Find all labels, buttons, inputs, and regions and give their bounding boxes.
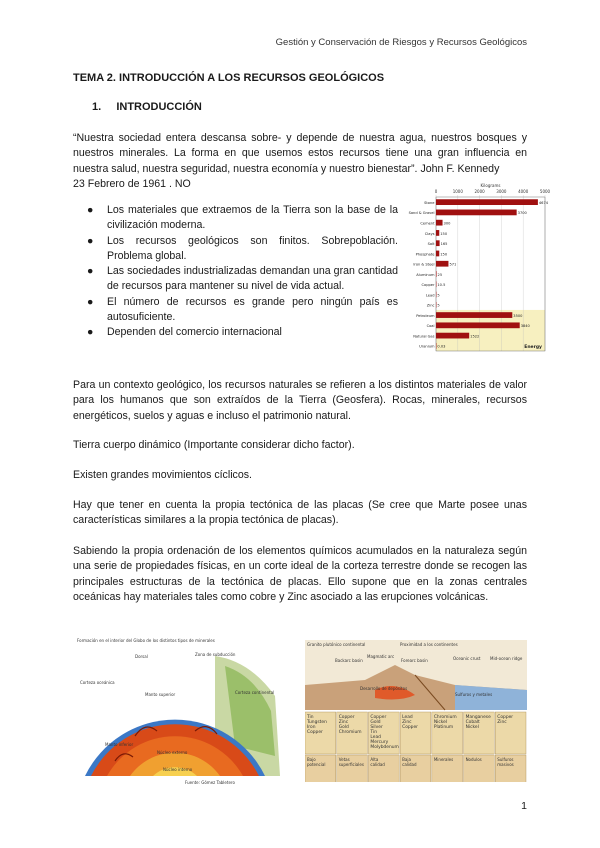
bar <box>436 199 538 205</box>
svg-text:Núcleo externo: Núcleo externo <box>157 750 188 755</box>
value-label: 150 <box>440 231 448 236</box>
svg-text:Mid-ocean ridge: Mid-ocean ridge <box>490 656 523 661</box>
svg-text:Magmatic arc: Magmatic arc <box>367 654 395 659</box>
paragraph-geologic-context: Para un contexto geológico, los recursos naturales se refieren a los distintos materiales de valor para los humanos que son extraídos de la Tierra (Geosfera). Rocas, minerales, recursos energéticos, suelos y aguas e incluso el patrimonio natural. <box>73 379 527 422</box>
bullet-icon: ● <box>87 265 94 278</box>
bar <box>436 220 443 226</box>
table-cell-text: Vetas <box>338 757 350 762</box>
bullet-icon: ● <box>87 204 94 216</box>
table-cell-text: Iron <box>307 725 316 730</box>
value-label: 300 <box>443 221 451 226</box>
category-label: Salt <box>427 242 435 247</box>
value-label: 3840 <box>520 324 530 329</box>
svg-text:Corteza continental: Corteza continental <box>235 690 275 695</box>
table-cell-text: Zinc <box>338 720 349 725</box>
table-cell-text: Bajo <box>307 757 316 762</box>
x-tick-label: 1000 <box>452 189 463 194</box>
figure1-caption: Fuente: Gómez Tabletero <box>185 780 235 785</box>
table-cell-text: Baja <box>402 757 411 762</box>
paragraph-chemical-elements: Sabiendo la propia ordenación de los elementos químicos acumulados en la naturaleza según una serie de propiedades físicas, en un corte ideal de la corteza terrestre donde se recogen las principales estructuras de la tectónica de placas. Ello supone que en la zonas centrales oceánicas hay materiales tales como cobre y Zinc asociado a las erupciones volcánicas. <box>73 545 527 603</box>
category-label: Copper <box>421 283 435 288</box>
quote-paragraph: “Nuestra sociedad entera descansa sobre- y depende de nuestra agua, nuestros bosques y nuestros minerales. La forma en que usemos estos recursos tiene una gran influencia en nuestra salud, nuestra seguridad, nuestra economía y nuestro bienestar”. John F. Kennedy <box>73 132 527 175</box>
category-label: Iron & Steel <box>413 262 435 267</box>
category-label: Sand & Gravel <box>408 211 435 216</box>
x-tick-label: 5000 <box>539 189 550 194</box>
category-label: Zinc <box>426 303 435 308</box>
table-cell-text: Minerales <box>433 757 454 762</box>
value-label: 3500 <box>513 313 523 318</box>
list-item: ● Las sociedades industrializadas demandan una gran cantidad de recursos para mantener su nivel de vida actual. <box>87 265 398 293</box>
value-label: 0.03 <box>437 344 446 349</box>
x-tick-label: 0 <box>434 189 438 194</box>
table-cell-text: Nodulos <box>465 757 482 762</box>
x-tick-label: 4000 <box>518 189 529 194</box>
bullet-list <box>73 203 398 341</box>
svg-text:Núcleo interno: Núcleo interno <box>163 767 193 772</box>
table-cell-text: Gold <box>370 720 381 725</box>
bar <box>436 271 437 277</box>
table-cell-text: Alta <box>370 757 379 762</box>
category-label: Natural Gas <box>413 334 435 339</box>
table-cell-text: Gold <box>338 725 349 730</box>
paragraph-plate-tectonics: Hay que tener en cuenta la propia tectónica de las placas (Se cree que Marte posee unas características similares a la propia tectónica de placas). <box>73 499 527 527</box>
bullet-icon: ● <box>87 295 94 308</box>
table-cell-text: masivos <box>497 762 514 767</box>
category-label: Clays <box>424 231 435 236</box>
energy-label: Energy <box>524 345 542 350</box>
category-label: Stone <box>424 200 435 205</box>
table-cell-text: Copper <box>370 715 387 720</box>
table-cell-text: Nickel <box>433 720 448 725</box>
section-heading <box>92 101 202 113</box>
value-label: 3700 <box>517 211 527 216</box>
table-cell-text: Lead <box>402 715 413 720</box>
bullet-icon: ● <box>87 326 94 339</box>
running-header: Gestión y Conservación de Riesgos y Recursos Geológicos <box>275 37 527 48</box>
tectonic-deposits-figure <box>305 640 527 782</box>
category-label: Coal <box>426 324 435 329</box>
table-cell-text: Zinc <box>497 720 507 725</box>
table-cell-text: Molybdenum <box>370 745 399 750</box>
bar <box>436 230 439 236</box>
table-cell-text: Zinc <box>402 720 412 725</box>
svg-text:Manto superior: Manto superior <box>145 692 176 697</box>
table-cell-text: Copper <box>402 725 418 730</box>
bullet-icon: ● <box>87 234 94 247</box>
table-cell-text: Manganese <box>465 715 491 720</box>
bar <box>436 240 440 246</box>
value-label: 1522 <box>470 334 480 339</box>
table-cell-text: Sulfuros <box>497 757 514 762</box>
svg-text:Zona de subducción: Zona de subducción <box>195 652 236 657</box>
earth-interior-figure <box>75 636 295 786</box>
table-cell-text: Tungsten <box>307 720 327 725</box>
svg-text:Oceanic crust: Oceanic crust <box>453 656 481 661</box>
category-label: Aluminum <box>416 272 435 277</box>
quote-date: 23 Febrero de 1961 . NO <box>73 178 191 190</box>
table-cell-text: Chromium <box>433 715 457 720</box>
category-label: Lead <box>425 293 435 298</box>
table-cell-text: calidad <box>370 762 385 767</box>
table-cell-text: Cobalt <box>465 720 480 725</box>
list-item: ● El número de recursos es grande pero ningún país es autosuficiente. <box>87 295 398 324</box>
table-cell-text: Lead <box>370 735 381 740</box>
value-label: 165 <box>440 242 448 247</box>
section-number: 1. <box>92 101 102 113</box>
x-tick-label: 2000 <box>474 189 485 194</box>
chart-title: Kilograms <box>480 183 501 188</box>
deposits-table <box>305 712 526 782</box>
figure1-title: Formación en el interior del Globo de los distintos tipos de minerales <box>77 638 215 643</box>
table-cell-text: Mercury <box>370 740 389 745</box>
paragraph-dynamic-earth: Tierra cuerpo dinámico (Importante considerar dicho factor). <box>73 439 355 451</box>
svg-text:Desarrollo de depósitos: Desarrollo de depósitos <box>360 686 408 691</box>
bar <box>436 312 512 318</box>
svg-text:Dorsal: Dorsal <box>135 654 148 659</box>
table-cell-text: Copper <box>338 715 355 720</box>
svg-text:Sulfuros y metales: Sulfuros y metales <box>455 692 493 697</box>
svg-text:Backarc basin: Backarc basin <box>335 658 363 663</box>
paragraph-cycles: Existen grandes movimientos cíclicos. <box>73 469 252 481</box>
bar <box>436 322 520 328</box>
table-cell-text: Silver <box>370 725 383 730</box>
bar <box>436 251 439 257</box>
table-cell-text: Nickel <box>465 725 479 730</box>
value-label: 25 <box>437 272 443 277</box>
bar <box>436 333 469 339</box>
category-label: Cement <box>420 221 435 226</box>
x-tick-label: 3000 <box>496 189 507 194</box>
table-cell-text: potencial <box>307 762 326 767</box>
bar <box>436 210 517 216</box>
document-title: TEMA 2. INTRODUCCIÓN A LOS RECURSOS GEOLÓGICOS <box>73 72 385 84</box>
category-label: Petroleum <box>416 313 435 318</box>
list-item: ● Los recursos geológicos son finitos. Sobrepoblación. Problema global. <box>87 234 398 262</box>
value-label: 571 <box>449 262 457 267</box>
table-cell-text: Tin <box>370 730 377 735</box>
section-title: INTRODUCCIÓN <box>116 101 202 113</box>
bar <box>436 261 448 267</box>
category-label: Uranium <box>419 344 435 349</box>
svg-text:Granito plutónico continental: Granito plutónico continental <box>307 642 366 647</box>
resource-consumption-chart <box>400 183 550 358</box>
table-cell-text: Chromium <box>338 730 362 735</box>
list-item: ● Dependen del comercio internacional <box>73 325 398 340</box>
value-label: 10.5 <box>437 283 446 288</box>
table-cell-text: Tin <box>307 715 314 720</box>
table-cell-text: Platinum <box>433 725 454 730</box>
value-label: 5 <box>437 303 440 308</box>
page-number: 1 <box>521 800 527 812</box>
category-label: Phosphate <box>415 252 435 257</box>
table-cell-text: Copper <box>307 730 323 735</box>
svg-text:Manto inferior: Manto inferior <box>105 742 134 747</box>
table-cell-text: Copper <box>497 715 514 720</box>
table-cell-text: superficiales <box>338 762 364 767</box>
list-item: ● Los materiales que extraemos de la Tierra son la base de la civilización moderna. <box>87 204 398 232</box>
value-label: 4674 <box>538 200 549 205</box>
svg-text:Proximidad a los continentes: Proximidad a los continentes <box>400 642 458 647</box>
table-cell-text: calidad <box>402 762 417 767</box>
value-label: 150 <box>440 252 448 257</box>
svg-text:Forearc basin: Forearc basin <box>401 658 428 663</box>
svg-text:Corteza oceánica: Corteza oceánica <box>80 680 115 685</box>
value-label: 5 <box>437 293 440 298</box>
